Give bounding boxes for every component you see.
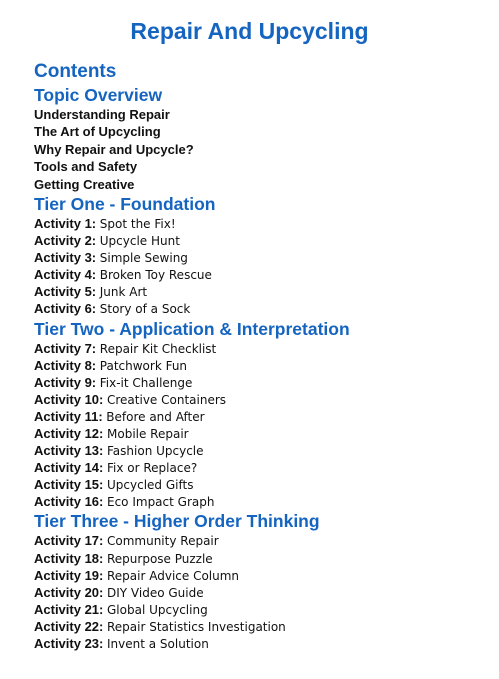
activity-number: Activity 22: [34,618,104,634]
activity-number: Activity 11: [34,408,103,424]
activity-title: Global Upcycling [107,602,208,617]
activity-entry[interactable] [34,459,494,476]
activity-title: Fix or Replace? [107,461,198,476]
activity-title: Upcycled Gifts [107,478,194,493]
tier-two-section [34,318,494,511]
activity-number: Activity 13: [34,443,104,459]
activity-title: Junk Art [99,285,148,300]
activity-number: Activity 14: [34,460,104,476]
activity-title: Fashion Upcycle [107,444,204,459]
activity-title: Patchwork Fun [99,358,188,373]
activity-entry[interactable] [34,249,494,266]
topic-overview-heading: Topic Overview [34,85,163,105]
activity-entry[interactable] [34,215,494,232]
activity-entry[interactable] [34,266,494,283]
activity-entry[interactable] [34,635,494,652]
activity-number: Activity 19: [34,567,104,583]
tier-three-heading: Tier Three - Higher Order Thinking [34,511,320,532]
activity-entry[interactable] [34,408,494,425]
activity-entry[interactable] [34,283,494,300]
activity-title: Upcycle Hunt [99,234,180,249]
toc-entry[interactable]: Tools and Safety [34,159,138,175]
activity-number: Activity 4: [34,267,97,283]
activity-number: Activity 8: [34,357,97,373]
activity-number: Activity 5: [34,284,97,300]
activity-entry[interactable] [34,532,494,549]
activity-entry[interactable] [34,442,494,459]
activity-title: Repair Statistics Investigation [107,619,286,634]
activity-entry[interactable] [34,232,494,249]
activity-number: Activity 18: [34,550,104,566]
activity-entry[interactable] [34,618,494,635]
activity-title: Fix-it Challenge [99,375,193,390]
activity-number: Activity 16: [34,494,104,510]
document-title: Repair And Upcycling [130,18,369,44]
toc-entry[interactable]: Getting Creative [34,176,135,192]
activity-title: Story of a Sock [99,302,191,317]
activity-title: Repair Kit Checklist [99,341,217,356]
activity-number: Activity 12: [34,425,104,441]
activity-entry[interactable] [34,476,494,493]
activity-title: Before and After [106,409,205,424]
activity-number: Activity 7: [34,340,97,356]
activity-title: Repair Advice Column [107,568,240,583]
tier-three-section [34,510,494,652]
activity-entry[interactable] [34,584,494,601]
tier-one-heading: Tier One - Foundation [34,193,216,214]
activity-title: Invent a Solution [107,637,209,652]
activity-number: Activity 1: [34,215,97,231]
toc-entry[interactable]: Understanding Repair [34,107,170,122]
activity-entry[interactable] [34,601,494,618]
activity-title: Mobile Repair [107,426,189,441]
activity-entry[interactable] [34,550,494,567]
table-of-contents [34,60,494,652]
activity-number: Activity 15: [34,477,104,493]
toc-entry[interactable]: The Art of Upcycling [34,124,161,140]
activity-title: Spot the Fix! [99,216,176,231]
activity-title: Broken Toy Rescue [99,268,212,283]
activity-title: Eco Impact Graph [107,495,215,510]
activity-title: Repurpose Puzzle [107,551,213,566]
activity-number: Activity 3: [34,250,97,266]
activity-number: Activity 9: [34,374,97,390]
activity-number: Activity 6: [34,301,97,317]
activity-title: Community Repair [107,534,219,549]
activity-title: Simple Sewing [99,251,188,266]
activity-title: DIY Video Guide [107,585,204,600]
topic-overview-section [34,84,494,193]
activity-entry[interactable] [34,493,494,510]
tier-two-heading: Tier Two - Application & Interpretation [34,318,350,339]
activity-entry[interactable] [34,391,494,408]
toc-entry[interactable]: Why Repair and Upcycle? [34,141,194,157]
activity-number: Activity 17: [34,533,104,549]
activity-number: Activity 2: [34,233,97,249]
activity-entry[interactable] [34,374,494,391]
contents-heading: Contents [34,61,117,82]
activity-number: Activity 23: [34,636,104,652]
activity-entry[interactable] [34,357,494,374]
activity-entry[interactable] [34,567,494,584]
activity-entry[interactable] [34,300,494,317]
activity-entry[interactable] [34,425,494,442]
activity-number: Activity 10: [34,391,104,407]
activity-number: Activity 20: [34,584,104,600]
activity-entry[interactable] [34,340,494,357]
tier-one-section [34,193,494,318]
activity-title: Creative Containers [107,392,227,407]
activity-number: Activity 21: [34,601,104,617]
